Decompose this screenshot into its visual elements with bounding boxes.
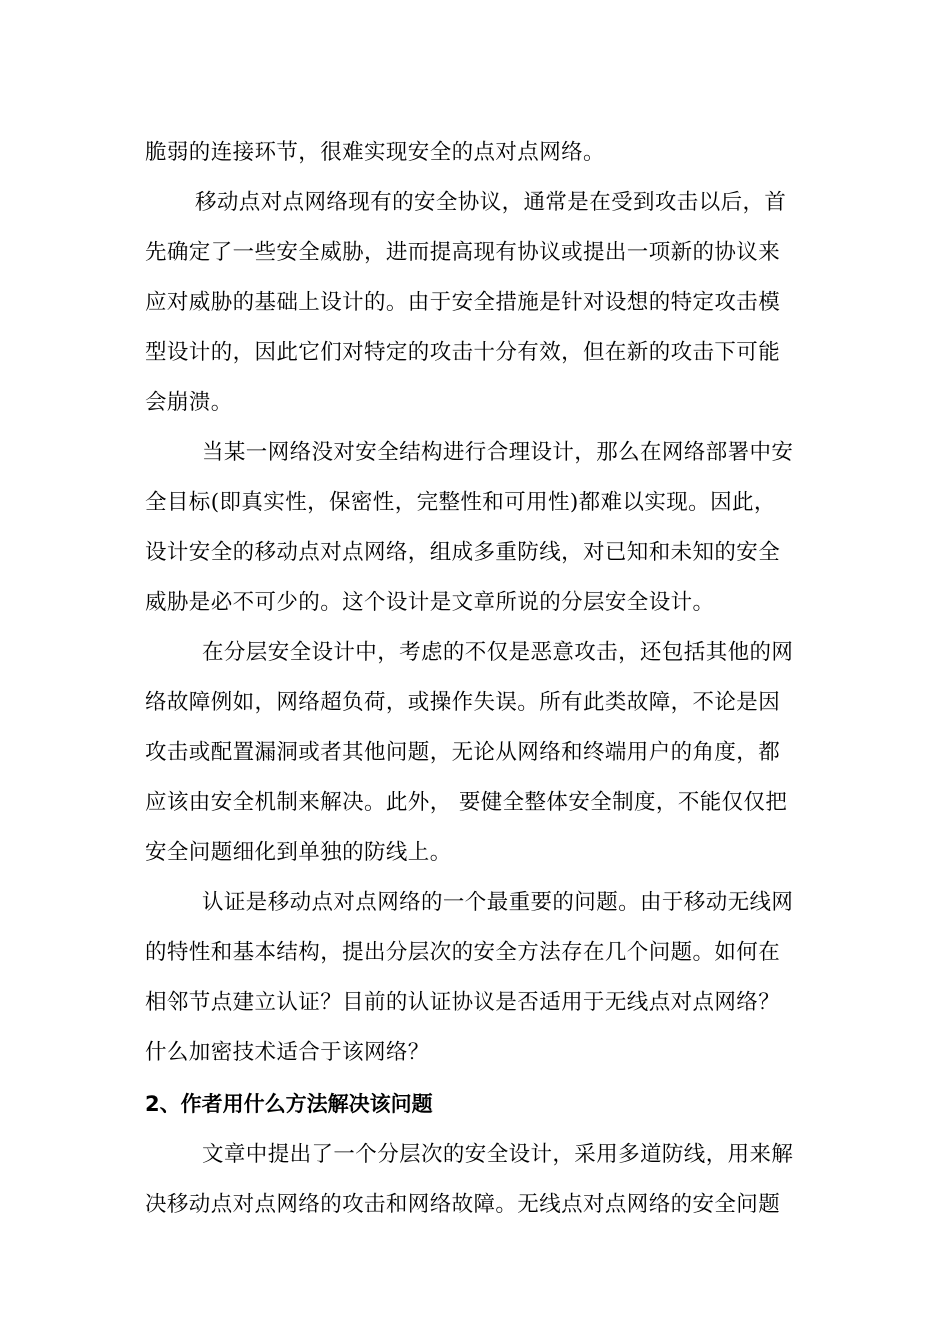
section-heading: 2、作者用什么方法解决该问题 <box>145 1092 433 1116</box>
paragraph-5 <box>145 878 810 1078</box>
text-line: 什么加密技术适合于该网络？ <box>145 1040 430 1065</box>
text-line: 决移动点对点网络的攻击和网络故障。无线点对点网络的安全问题 <box>145 1192 781 1217</box>
text-line: 型设计的，因此它们对特定的攻击十分有效，但在新的攻击下可能 <box>145 340 781 365</box>
text-line: 威胁是必不可少的。这个设计是文章所说的分层安全设计。 <box>145 590 715 615</box>
text-line: 络故障例如，网络超负荷，或操作失误。所有此类故障，不论是因 <box>145 690 781 715</box>
text-line: 在分层安全设计中，考虑的不仅是恶意攻击，还包括其他的网 <box>202 640 794 665</box>
text-line: 当某一网络没对安全结构进行合理设计，那么在网络部署中安 <box>202 440 794 465</box>
text-line: 应该由安全机制来解决。此外， 要健全整体安全制度，不能仅仅把 <box>145 790 788 815</box>
paragraph-3 <box>145 428 810 628</box>
paragraph-4 <box>145 628 810 878</box>
text-line: 相邻节点建立认证？目前的认证协议是否适用于无线点对点网络？ <box>145 990 781 1015</box>
document-body <box>145 128 810 1230</box>
text-line: 应对威胁的基础上设计的。由于安全措施是针对设想的特定攻击模 <box>145 290 781 315</box>
text-line: 认证是移动点对点网络的一个最重要的问题。由于移动无线网 <box>202 890 794 915</box>
text-line: 移动点对点网络现有的安全协议，通常是在受到攻击以后，首 <box>195 190 787 215</box>
text-line: 脆弱的连接环节，很难实现安全的点对点网络。 <box>145 140 605 165</box>
section-paragraph <box>145 1130 810 1230</box>
paragraph-1 <box>145 128 810 178</box>
paragraph-2 <box>145 178 810 428</box>
text-line: 攻击或配置漏洞或者其他问题，无论从网络和终端用户的角度，都 <box>145 740 781 765</box>
text-line: 文章中提出了一个分层次的安全设计，采用多道防线，用来解 <box>202 1142 794 1167</box>
text-line: 安全问题细化到单独的防线上。 <box>145 840 452 865</box>
text-line: 设计安全的移动点对点网络，组成多重防线，对已知和未知的安全 <box>145 540 781 565</box>
text-line: 先确定了一些安全威胁，进而提高现有协议或提出一项新的协议来 <box>145 240 781 265</box>
text-line: 的特性和基本结构，提出分层次的安全方法存在几个问题。如何在 <box>145 940 781 965</box>
text-line: 会崩溃。 <box>145 390 233 415</box>
text-line: 全目标(即真实性，保密性，完整性和可用性)都难以实现。因此， <box>145 490 776 515</box>
